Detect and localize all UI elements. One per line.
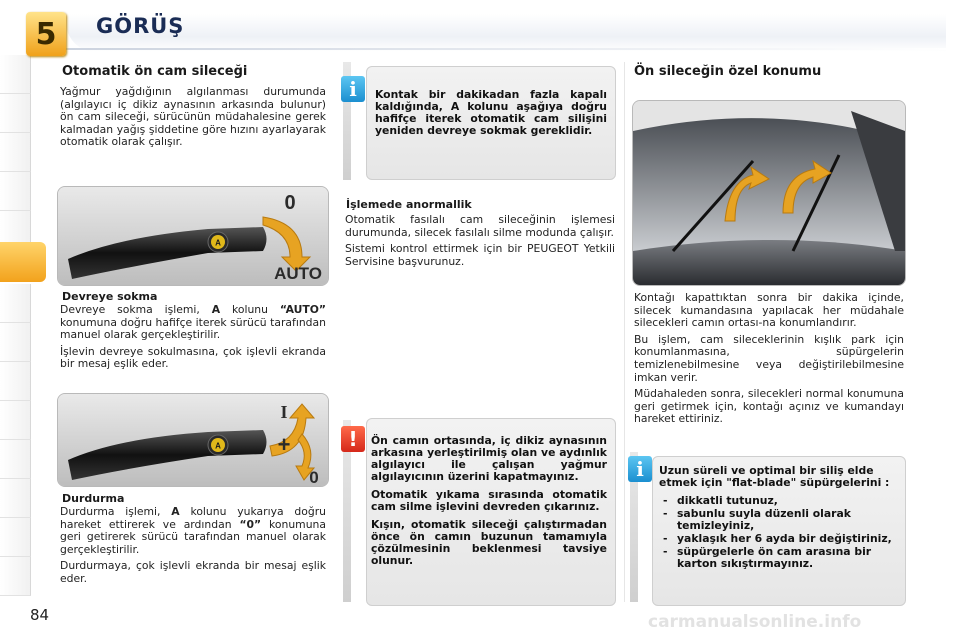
wiper-stalk-photo-stop: [57, 393, 329, 487]
chapter-tab[interactable]: [0, 479, 31, 518]
chapter-tab[interactable]: [0, 94, 31, 133]
wiper-stalk-illustration: [58, 187, 328, 285]
intro-text: Yağmur yağdığının algılanması durumunda (algılayıcı iç dikiz aynasının arkasında bulunur) ön cam sileceği, sürücünün müdahalesine gerek kalmadan yağış şiddetine göre hızını ayarlayarak otomatik olarak çalışır.: [60, 85, 326, 149]
warning-content: [371, 435, 607, 567]
chapter-tab-strip: [0, 0, 40, 640]
chapter-tab[interactable]: [0, 362, 31, 401]
chapter-tab[interactable]: [0, 55, 31, 94]
anomaly-title: İşlemede anormallik: [346, 198, 472, 211]
warning-sensor-text: Ön camın ortasında, iç dikiz aynasının arkasına yerleştirilmiş olan ve aydınlık algılayıcı ile çalışan yağmur algılayıcının üzerini kapatmayınız.: [371, 434, 607, 483]
svg-text:+: +: [277, 432, 291, 457]
section-title-special-position: Ön sileceğin özel konumu: [634, 64, 822, 79]
zero-label: “0”: [239, 517, 262, 531]
warning-winter-text: Kışın, otomatik sileceği çalıştırmadan önce ön camın buzunun tamamıyla çözülmesinin beklenmesi tavsiye olunur.: [371, 518, 607, 567]
watermark: carmanualsonline.info: [648, 612, 862, 632]
chapter-tab[interactable]: [0, 401, 31, 440]
chapter-tab[interactable]: [0, 133, 31, 172]
chapter-tab[interactable]: [0, 172, 31, 211]
info-icon: i: [341, 76, 365, 102]
chapter-tab[interactable]: [0, 323, 31, 362]
activation-text: Devreye sokma işlemi, A kolunu “AUTO” konumuna doğru hafifçe iterek sürücü tarafından manuel olarak gerçekleştirilir.: [60, 303, 327, 342]
warning-icon: !: [341, 426, 365, 452]
svg-text:0: 0: [284, 192, 296, 214]
header-band: [66, 14, 946, 52]
flat-blade-list: [659, 495, 899, 570]
column-divider: [624, 62, 625, 602]
stop-text: Durdurma işlemi, A kolunu yukarıya doğru hareket ettirerek ve ardından “0” konumuna geri getirerek sürücü tarafından manuel olarak gerçekleştirilir.: [60, 505, 326, 556]
stop-message-text: Durdurmaya, çok işlevli ekranda bir mesaj eşlik eder.: [60, 559, 326, 585]
wiper-stalk-photo-auto: [57, 186, 329, 286]
svg-text:A: A: [215, 441, 221, 451]
key-a-label: A: [211, 303, 221, 316]
list-item: - sabunlu suyla düzenli olarak temizleyiniz,: [659, 508, 899, 532]
chapter-tab[interactable]: [0, 518, 31, 557]
anomaly-block: [345, 214, 615, 272]
svg-text:I: I: [280, 402, 288, 422]
special-position-text-1: Kontağı kapattıktan sonra bir dakika içinde, silecek kumandasına yapılacak her müdahale silecekleri camın ortası-na konumlandırır.: [634, 291, 904, 330]
page-number: 84: [30, 606, 50, 624]
info-box-flat-blade: [652, 456, 906, 606]
windscreen-photo: [632, 100, 906, 286]
activation-message-text: İşlevin devreye sokulmasına, çok işlevli ekranda bir mesaj eşlik eder.: [60, 344, 326, 371]
chapter-title: GÖRÜŞ: [96, 14, 185, 38]
stop-title: Durdurma: [62, 492, 125, 505]
wiper-stalk-illustration-stop: [58, 394, 328, 486]
warning-carwash-text: Otomatik yıkama sırasında otomatik cam silme işlevini devreden çıkarınız.: [371, 488, 607, 513]
chapter-tab[interactable]: [0, 557, 31, 596]
flat-blade-content: [659, 465, 899, 570]
chapter-tab[interactable]: [0, 284, 31, 323]
chapter-tab-active[interactable]: [0, 242, 46, 282]
header-divider: [66, 48, 946, 50]
special-position-block: [634, 292, 904, 430]
anomaly-text: Otomatik fasılalı cam sileceğinin işlemesi durumunda, silecek fasılalı silme modunda çalışır.: [345, 213, 615, 239]
auto-label: “AUTO”: [279, 303, 327, 316]
info-icon: i: [628, 456, 652, 482]
stop-block: [60, 506, 326, 590]
activation-block: [60, 304, 326, 375]
anomaly-service-text: Sistemi kontrol ettirmek için bir PEUGEOT Yetkili Servisine başvurunuz.: [345, 242, 615, 268]
info-box-reactivation: [366, 66, 616, 180]
warning-box: [366, 418, 616, 606]
activation-title: Devreye sokma: [62, 290, 158, 303]
section-title-auto-wiper: Otomatik ön cam sileceği: [62, 64, 248, 79]
list-item: - dikkatli tutunuz,: [659, 495, 899, 507]
flat-blade-title: Uzun süreli ve optimal bir siliş elde etmek için "flat-blade" süpürgelerini :: [659, 464, 890, 489]
list-item: - süpürgelerle ön cam arasına bir karton sıkıştırmayınız.: [659, 546, 899, 570]
intro-block: [60, 86, 326, 153]
windscreen-illustration: [633, 101, 905, 285]
svg-text:0: 0: [309, 468, 319, 486]
special-position-text-3: Müdahaleden sonra, silecekleri normal konumuna geri getirmek için, kontağı açınız ve kumandayı hareket ettiriniz.: [634, 387, 904, 426]
chapter-number-badge: 5: [26, 12, 66, 56]
chapter-tab[interactable]: [0, 440, 31, 479]
list-item: - yaklaşık her 6 ayda bir değiştiriniz,: [659, 533, 899, 545]
svg-text:A: A: [215, 238, 221, 248]
svg-text:AUTO: AUTO: [274, 264, 322, 283]
special-position-text-2: Bu işlem, cam sileceklerinin kışlık park için konumlanmasına, süpürgelerin temizlenebilmesine veya değiştirilebilmesine imkan verir.: [634, 332, 904, 384]
info-reactivation-text: Kontak bir dakikadan fazla kapalı kaldığında, A kolunu aşağıya doğru hafifçe iterek otomatik cam silişini yeniden devreye sokmak gereklidir.: [375, 88, 607, 137]
key-a-label: A: [171, 505, 180, 518]
